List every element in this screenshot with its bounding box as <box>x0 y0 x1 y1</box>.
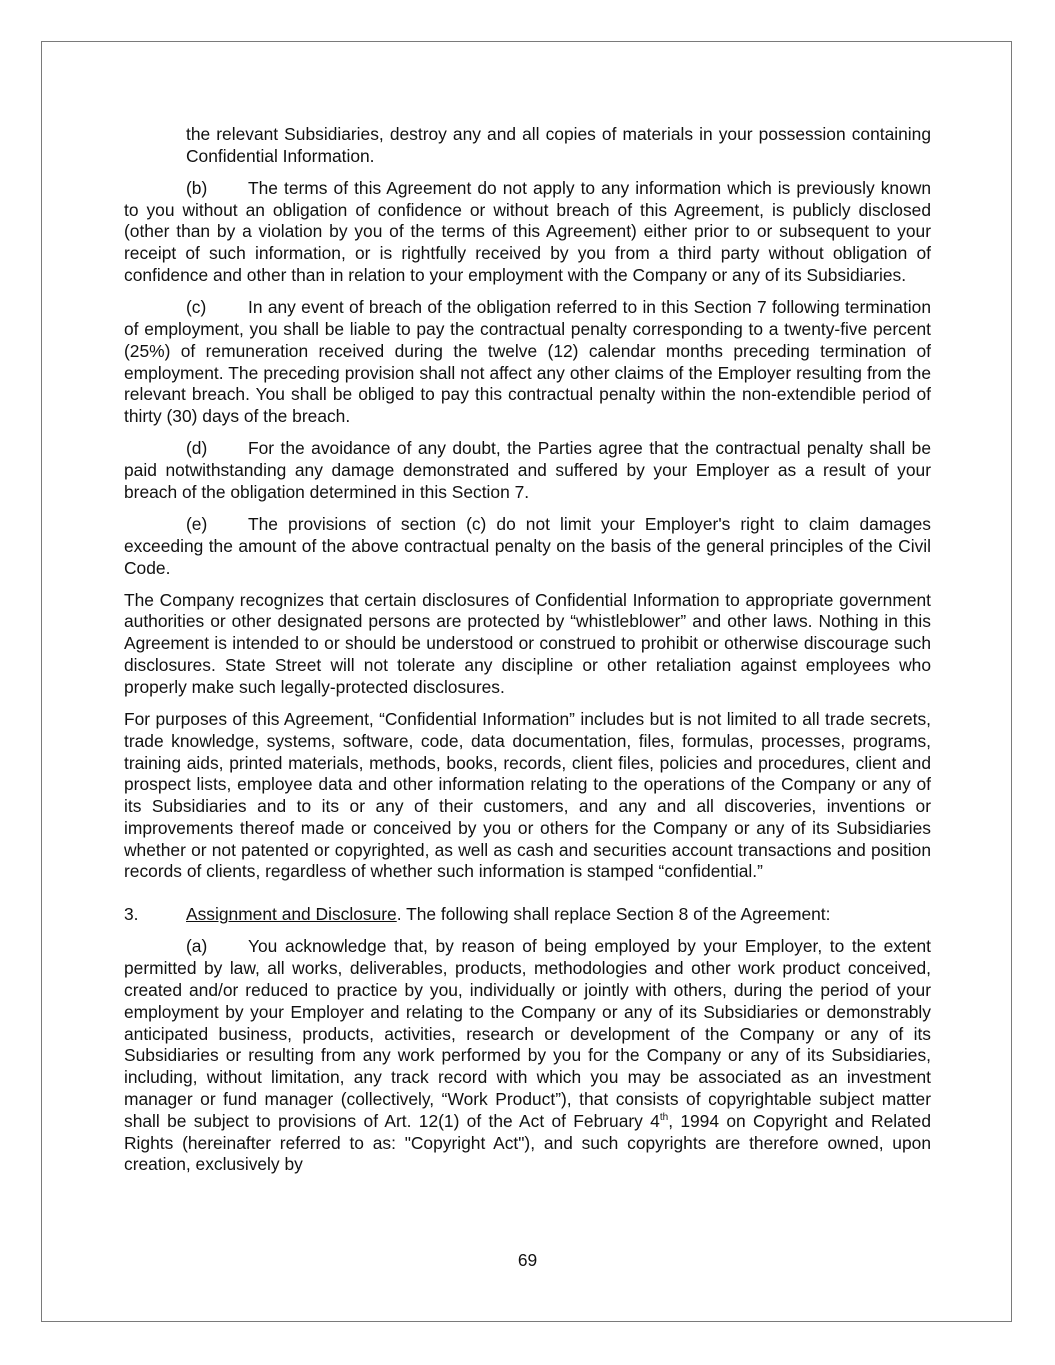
subsection-text: The terms of this Agreement do not apply to any information which is previously known to you without an obligation of confidence or without breach of this Agreement, is publicly disclosed (other than by a violation by you of the terms of this Agreement) either prior to or subsequent to your receipt of such information, or is rightfully received by you from a third party without obligation of confidence and other than in relation to your employment with the Company or any of its Subsidiaries. <box>124 177 931 286</box>
subsection-7b <box>124 178 931 287</box>
page-number: 69 <box>517 1250 538 1270</box>
section-number: 3. <box>124 904 139 925</box>
confidential-information-definition: For purposes of this Agreement, “Confidential Information” includes but is not limited to all trade secrets, trade knowledge, systems, software, code, data documentation, files, formulas, processes, programs, training aids, printed materials, methods, books, records, client files, policies and procedures, client and prospect lists, employee data and other information relating to the operations of the Company or any of its Subsidiaries and to its or any of their customers, and any and all discoveries, inventions or improvements thereof made or conceived by you or others for the Company or any of its Subsidiaries whether or not patented or copyrighted, as well as cash and securities account transactions and position records of clients, regardless of whether such information is stamped “confidential.” <box>124 708 931 882</box>
subsection-label: (b) <box>186 177 208 198</box>
subsection-text-part-1: You acknowledge that, by reason of being employed by your Employer, to the extent permitted by law, all works, deliverables, products, methodologies and other work product conceived, created and/or reduced to practice by you, individually or jointly with others, during the period of your employment by your Employer and relating to the Company or any of its Subsidiaries or demonstrably anticipated business, products, activities, research or development of the Company or any of its Subsidiaries or resulting from any work performed by you for the Company or any of its Subsidiaries, including, without limitation, any track record with which you may be associated as an investment manager or fund manager (collectively, “Work Product”), that consists of copyrightable subject matter shall be subject to provisions of Art. 12(1) of the Act of February 4 <box>124 936 931 1131</box>
document-body <box>124 124 931 1186</box>
subsection-7d <box>124 438 931 503</box>
subsection-label: (d) <box>186 438 208 459</box>
subsection-label: (e) <box>186 513 208 534</box>
section-intro: . The following shall replace Section 8 of the Agreement: <box>396 904 831 925</box>
whistleblower-paragraph: The Company recognizes that certain disclosures of Confidential Information to appropriate government authorities or other designated persons are protected by “whistleblower” and other laws. Nothing in this Agreement is intended to or should be understood or construed to prohibit or otherwise discourage such disclosures. State Street will not tolerate any discipline or other retaliation against employees who properly make such legally-protected disclosures. <box>124 589 931 697</box>
ordinal-superscript: th <box>659 1111 669 1123</box>
subsection-text: The provisions of section (c) do not limit your Employer's right to claim damages exceeding the amount of the above contractual penalty on the basis of the general principles of the Civil Code. <box>124 513 931 578</box>
subsection-text: In any event of breach of the obligation referred to in this Section 7 following termination of employment, you shall be liable to pay the contractual penalty corresponding to a twenty-five percent (25%) of remuneration received during the twelve (12) calendar months preceding termination of employment. The preceding provision shall not affect any other claims of the Employer resulting from the relevant breach. You shall be obliged to pay this contractual penalty within the non-extendible period of thirty (30) days of the breach. <box>124 297 931 427</box>
subsection-7e <box>124 514 931 579</box>
continuation-paragraph: the relevant Subsidiaries, destroy any and all copies of materials in your possession containing Confidential Information. <box>186 124 931 166</box>
subsection-text-part-2: , 1994 on Copyright and Related Rights (hereinafter referred to as: "Copyright Act"), and such copyrights are therefore owned, upon creation, exclusively by <box>124 1110 931 1175</box>
subsection-label: (a) <box>186 936 208 957</box>
section-3-heading <box>124 904 931 926</box>
subsection-text: For the avoidance of any doubt, the Parties agree that the contractual penalty shall be paid notwithstanding any damage demonstrated and suffered by your Employer as a result of your breach of the obligation determined in this Section 7. <box>124 438 931 502</box>
section-title: Assignment and Disclosure <box>186 904 397 925</box>
subsection-label: (c) <box>186 297 207 318</box>
subsection-7c <box>124 297 931 428</box>
subsection-3a <box>124 936 931 1176</box>
